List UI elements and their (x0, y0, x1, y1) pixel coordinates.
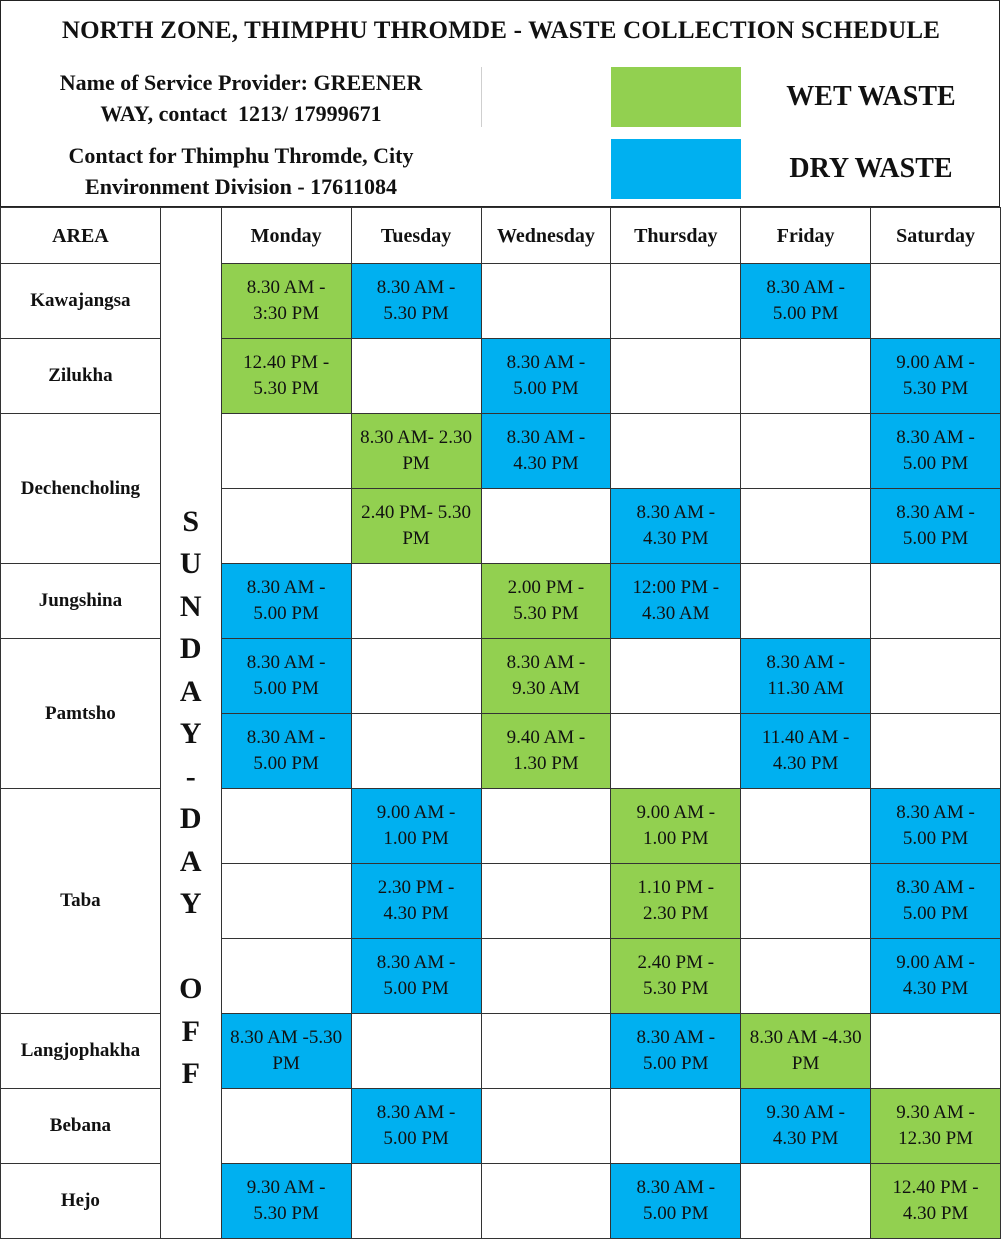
schedule-cell-thursday (611, 339, 741, 414)
schedule-cell-friday: 11.40 AM - 4.30 PM (741, 714, 871, 789)
provider-line-2: WAY, contact 1213/ 17999671 (100, 101, 382, 126)
schedule-cell-wednesday (481, 1089, 611, 1164)
schedule-cell-tuesday (351, 1164, 481, 1239)
table-row (1, 639, 1001, 714)
schedule-cell-wednesday (481, 939, 611, 1014)
schedule-cell-tuesday (351, 1014, 481, 1089)
day-header-thursday: Thursday (611, 208, 741, 264)
schedule-cell-thursday: 2.40 PM - 5.30 PM (611, 939, 741, 1014)
area-cell: Jungshina (1, 564, 161, 639)
schedule-table (0, 207, 1001, 1239)
schedule-cell-saturday: 8.30 AM - 5.00 PM (871, 414, 1001, 489)
schedule-cell-wednesday (481, 789, 611, 864)
dry-waste-label: DRY WASTE (789, 153, 953, 184)
schedule-cell-tuesday: 8.30 AM - 5.30 PM (351, 264, 481, 339)
schedule-cell-wednesday: 9.40 AM - 1.30 PM (481, 714, 611, 789)
table-row (1, 1164, 1001, 1239)
schedule-cell-thursday: 8.30 AM - 5.00 PM (611, 1014, 741, 1089)
sunday-day-off-column (160, 208, 221, 1239)
area-cell: Kawajangsa (1, 264, 161, 339)
schedule-cell-tuesday: 2.40 PM- 5.30 PM (351, 489, 481, 564)
schedule-cell-thursday: 8.30 AM - 4.30 PM (611, 489, 741, 564)
page-title: NORTH ZONE, THIMPHU THROMDE - WASTE COLLECTION SCHEDULE (61, 17, 941, 44)
area-column-header: AREA (1, 208, 161, 264)
schedule-cell-monday: 8.30 AM - 5.00 PM (221, 564, 351, 639)
provider-line-1: Name of Service Provider: GREENER (59, 70, 423, 95)
schedule-cell-wednesday: 8.30 AM - 5.00 PM (481, 339, 611, 414)
service-provider-info (11, 67, 471, 129)
schedule-cell-friday: 8.30 AM -4.30 PM (741, 1014, 871, 1089)
area-cell: Taba (1, 789, 161, 1014)
schedule-cell-wednesday (481, 1164, 611, 1239)
schedule-cell-saturday: 12.40 PM - 4.30 PM (871, 1164, 1001, 1239)
schedule-cell-thursday: 8.30 AM - 5.00 PM (611, 1164, 741, 1239)
schedule-cell-friday (741, 1164, 871, 1239)
wet-waste-swatch (611, 67, 741, 127)
schedule-cell-tuesday: 8.30 AM - 5.00 PM (351, 939, 481, 1014)
area-cell: Zilukha (1, 339, 161, 414)
schedule-cell-monday: 8.30 AM - 5.00 PM (221, 714, 351, 789)
area-cell: Hejo (1, 1164, 161, 1239)
day-header-saturday: Saturday (871, 208, 1001, 264)
table-row (1, 789, 1001, 864)
schedule-cell-monday: 12.40 PM - 5.30 PM (221, 339, 351, 414)
contact-line-2: Environment Division - 17611084 (85, 174, 397, 199)
schedule-cell-tuesday: 2.30 PM - 4.30 PM (351, 864, 481, 939)
schedule-cell-monday (221, 489, 351, 564)
day-header-tuesday: Tuesday (351, 208, 481, 264)
day-header-friday: Friday (741, 208, 871, 264)
table-header-row (1, 208, 1001, 264)
schedule-cell-tuesday: 8.30 AM- 2.30 PM (351, 414, 481, 489)
area-cell: Dechencholing (1, 414, 161, 564)
schedule-cell-tuesday (351, 639, 481, 714)
schedule-cell-tuesday (351, 714, 481, 789)
schedule-cell-saturday: 8.30 AM - 5.00 PM (871, 864, 1001, 939)
schedule-cell-friday (741, 339, 871, 414)
schedule-cell-thursday: 1.10 PM - 2.30 PM (611, 864, 741, 939)
table-row (1, 1089, 1001, 1164)
thromde-contact-info (11, 140, 471, 202)
schedule-cell-saturday: 9.00 AM - 5.30 PM (871, 339, 1001, 414)
schedule-cell-monday: 8.30 AM -5.30 PM (221, 1014, 351, 1089)
schedule-cell-friday: 8.30 AM - 5.00 PM (741, 264, 871, 339)
schedule-cell-saturday: 9.30 AM - 12.30 PM (871, 1089, 1001, 1164)
header-divider (481, 67, 482, 127)
schedule-cell-friday (741, 414, 871, 489)
schedule-cell-thursday: 12:00 PM - 4.30 AM (611, 564, 741, 639)
schedule-cell-monday (221, 939, 351, 1014)
schedule-cell-saturday: 8.30 AM - 5.00 PM (871, 789, 1001, 864)
schedule-cell-monday (221, 414, 351, 489)
sunday-day-off-label: S U N D A Y - D A Y O F F (179, 504, 203, 1090)
schedule-cell-saturday (871, 639, 1001, 714)
schedule-cell-saturday: 8.30 AM - 5.00 PM (871, 489, 1001, 564)
schedule-cell-saturday: 9.00 AM - 4.30 PM (871, 939, 1001, 1014)
day-header-monday: Monday (221, 208, 351, 264)
schedule-cell-wednesday (481, 1014, 611, 1089)
schedule-cell-saturday (871, 1014, 1001, 1089)
table-row (1, 1014, 1001, 1089)
schedule-cell-friday (741, 564, 871, 639)
schedule-cell-friday (741, 939, 871, 1014)
wet-waste-label: WET WASTE (786, 81, 956, 112)
schedule-cell-monday (221, 789, 351, 864)
schedule-cell-wednesday (481, 864, 611, 939)
schedule-cell-friday: 8.30 AM - 11.30 AM (741, 639, 871, 714)
schedule-cell-monday: 8.30 AM - 5.00 PM (221, 639, 351, 714)
schedule-cell-friday (741, 489, 871, 564)
area-cell: Bebana (1, 1089, 161, 1164)
schedule-cell-friday (741, 864, 871, 939)
schedule-cell-wednesday: 8.30 AM - 9.30 AM (481, 639, 611, 714)
schedule-cell-wednesday: 8.30 AM - 4.30 PM (481, 414, 611, 489)
schedule-cell-saturday (871, 264, 1001, 339)
schedule-cell-thursday (611, 264, 741, 339)
day-header-wednesday: Wednesday (481, 208, 611, 264)
schedule-cell-friday: 9.30 AM - 4.30 PM (741, 1089, 871, 1164)
schedule-cell-monday: 9.30 AM - 5.30 PM (221, 1164, 351, 1239)
schedule-header (0, 0, 1000, 207)
schedule-cell-wednesday (481, 489, 611, 564)
schedule-cell-friday (741, 789, 871, 864)
schedule-cell-thursday: 9.00 AM - 1.00 PM (611, 789, 741, 864)
schedule-cell-saturday (871, 714, 1001, 789)
dry-waste-swatch (611, 139, 741, 199)
schedule-cell-thursday (611, 639, 741, 714)
schedule-cell-saturday (871, 564, 1001, 639)
schedule-cell-tuesday (351, 339, 481, 414)
area-cell: Langjophakha (1, 1014, 161, 1089)
table-row (1, 564, 1001, 639)
schedule-cell-monday (221, 1089, 351, 1164)
table-row (1, 339, 1001, 414)
schedule-cell-tuesday: 8.30 AM - 5.00 PM (351, 1089, 481, 1164)
schedule-cell-tuesday (351, 564, 481, 639)
schedule-cell-thursday (611, 414, 741, 489)
area-cell: Pamtsho (1, 639, 161, 789)
schedule-cell-wednesday (481, 264, 611, 339)
contact-line-1: Contact for Thimphu Thromde, City (68, 143, 414, 168)
table-row (1, 264, 1001, 339)
schedule-cell-thursday (611, 714, 741, 789)
schedule-cell-tuesday: 9.00 AM - 1.00 PM (351, 789, 481, 864)
schedule-cell-monday: 8.30 AM - 3:30 PM (221, 264, 351, 339)
table-row (1, 414, 1001, 489)
schedule-cell-wednesday: 2.00 PM - 5.30 PM (481, 564, 611, 639)
schedule-cell-thursday (611, 1089, 741, 1164)
schedule-cell-monday (221, 864, 351, 939)
